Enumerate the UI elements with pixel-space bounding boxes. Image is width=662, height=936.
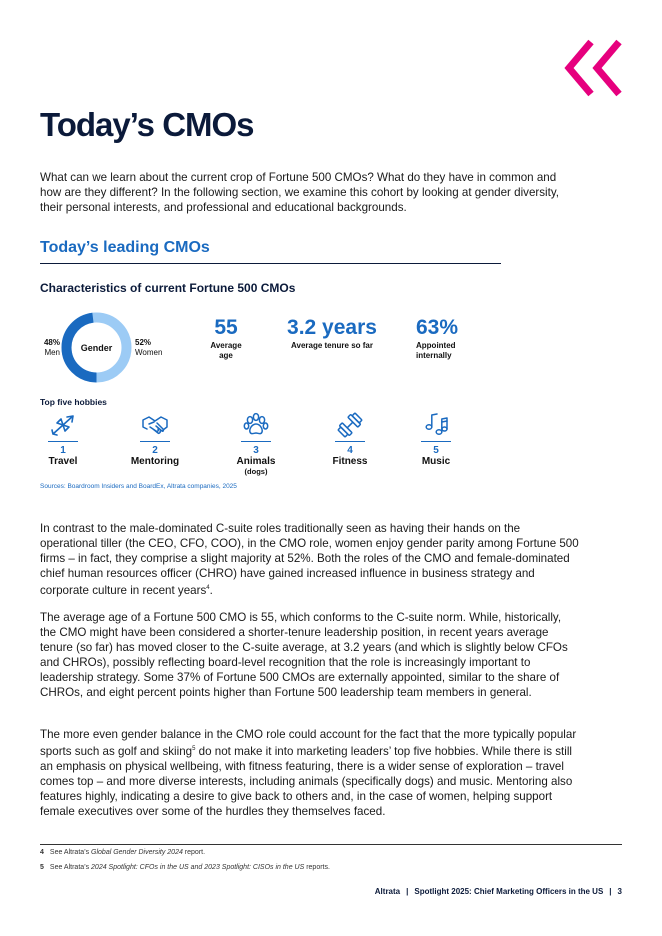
page-title: Today’s CMOs	[40, 106, 254, 143]
footnote-5	[40, 864, 330, 871]
double-chevron-left-icon	[563, 38, 625, 98]
stat-label: Average tenure so far	[291, 341, 373, 350]
p3-start: The more even gender balance in the CMO role could account for the fact that the more typically popular sports such as golf and skiing	[40, 728, 577, 758]
hobby-rank: 4	[347, 445, 353, 456]
hobby-rank: 3	[253, 445, 259, 456]
p3-rest: do not make it into marketing leaders’ top five hobbies. While there is still an emphasis on physical wellbeing, with fitness featuring, there is a wider sense of exploration – travel comes top – and more diverse interests, including animals (specifically dogs) and music. Mentoring also features highly, indicating a desire to give back to others and, in the case of women, helping support female executives over some of the hurdles they themselves faced.	[40, 744, 573, 818]
hobby-name: Travel	[48, 456, 78, 467]
footer-publication: Spotlight 2025: Chief Marketing Officers in the US	[414, 887, 604, 896]
women-label: Women	[135, 348, 163, 357]
stat-value: 63%	[416, 316, 459, 339]
hobby-name: Fitness	[332, 456, 368, 467]
hobby-item	[115, 410, 195, 467]
handshake-icon	[140, 410, 170, 440]
footer-brand: Altrata	[374, 887, 401, 896]
infographic-heading: Characteristics of current Fortune 500 CMOs	[40, 281, 296, 295]
footnote-number: 4	[40, 849, 44, 856]
stat-value: 55	[214, 316, 238, 339]
page-footer	[375, 887, 622, 896]
stat-label: Appointed internally	[416, 341, 456, 360]
footnote-text: reports.	[304, 864, 330, 871]
hobby-name: Mentoring	[130, 456, 180, 467]
footer-separator: |	[406, 887, 409, 896]
stat-label: Average age	[210, 341, 242, 360]
footnote-ref[interactable]: 4	[206, 585, 210, 591]
stat-average-age	[196, 316, 256, 361]
gender-donut-chart	[61, 312, 132, 383]
dumbbell-icon	[335, 410, 365, 440]
stat-value: 3.2 years	[287, 316, 377, 339]
footnote-4	[40, 849, 205, 856]
men-label: Men	[44, 348, 60, 357]
hobby-item	[310, 410, 390, 467]
hobby-item	[23, 410, 103, 467]
intro-paragraph: What can we learn about the current crop of Fortune 500 CMOs? What do they have in common and how are they different? In the following section, we examine this cohort by looking at gender diversity, their personal interests, and professional and educational backgrounds.	[40, 171, 560, 214]
women-pct-value: 52%	[135, 338, 152, 347]
hobby-item	[216, 410, 296, 476]
footnote-ref[interactable]: 5	[192, 746, 196, 752]
section-heading: Today’s leading CMOs	[40, 239, 210, 256]
infographic-source: Sources: Boardroom Insiders and BoardEx, Altrata companies, 2025	[40, 483, 237, 490]
hobby-name: Music	[421, 456, 451, 467]
music-notes-icon	[421, 410, 451, 440]
hobbies-heading: Top five hobbies	[40, 397, 107, 407]
footnote-text: See Altrata’s	[49, 849, 92, 856]
body-paragraph-1	[40, 521, 580, 598]
hobby-rank: 1	[60, 445, 66, 456]
footnote-title: Global Gender Diversity 2024	[91, 849, 183, 856]
section-divider	[40, 263, 501, 264]
footer-separator: |	[609, 887, 612, 896]
page-number: 3	[617, 887, 622, 896]
footnote-text: report.	[182, 849, 206, 856]
p1-text: In contrast to the male-dominated C-suite roles traditionally seen as having their hands on the operational tiller (the CEO, CFO, COO), in the CMO role, women enjoy gender parity among Fortune 500 firms – in fact, they comprise a slight majority at 52%. Both the roles of the CMO and female-dominated chief human resources officer (CHRO) have gained increased influence in business strategy and corporate culture in recent years	[40, 522, 579, 597]
donut-center-label: Gender	[80, 343, 113, 353]
hobby-name: Animals	[236, 456, 276, 467]
airplane-icon	[48, 410, 78, 440]
men-percentage	[30, 338, 60, 358]
footnote-title: 2024 Spotlight: CFOs in the US and 2023 Spotlight: CISOs in the US	[91, 864, 305, 871]
stat-average-tenure	[280, 316, 384, 351]
p1-end: .	[209, 583, 213, 597]
hobby-item	[396, 410, 476, 467]
hobby-rank: 5	[433, 445, 439, 456]
men-pct-value: 48%	[43, 338, 60, 347]
paw-icon	[241, 410, 271, 440]
women-percentage	[135, 338, 162, 358]
body-paragraph-3	[40, 727, 580, 819]
footnote-divider	[40, 844, 622, 845]
footnote-number: 5	[40, 864, 44, 871]
hobby-rank: 2	[152, 445, 158, 456]
hobby-subtitle: (dogs)	[244, 467, 268, 476]
footnote-text: See Altrata’s	[49, 864, 92, 871]
body-paragraph-2: The average age of a Fortune 500 CMO is 55, which conforms to the C-suite norm. While, historically, the CMO might have been considered a shorter-tenure leadership position, in recent years average tenure (so far) has moved closer to the C-suite average, at 3.2 years (and which is slightly below CFOs and CHROs), possibly reflecting board-level recognition that the role is increasingly important to leadership strategy. Some 37% of Fortune 500 CMOs are externally appointed, similar to the share of CHROs, and eight percent points higher than Fortune 500 leadership team members in general.	[40, 611, 568, 699]
stat-appointed-internally	[416, 316, 476, 361]
